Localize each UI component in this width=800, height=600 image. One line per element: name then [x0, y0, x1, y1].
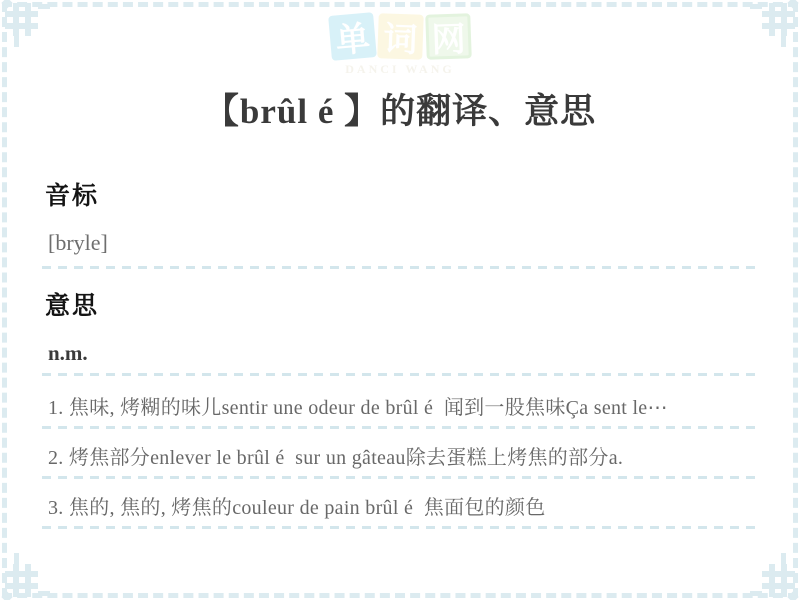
corner-knot-ornament: [0, 552, 50, 600]
separator: [42, 476, 758, 479]
logo-block-wang: 网: [425, 13, 472, 60]
logo-blocks: [330, 14, 471, 59]
separator: [42, 426, 758, 429]
site-logo[interactable]: [0, 14, 800, 77]
page-title: 【brûl é 】的翻译、意思: [203, 92, 597, 131]
phonetic-value: [bryle]: [48, 230, 108, 255]
separator: [42, 373, 758, 376]
phonetic-section-heading: 音标: [45, 183, 100, 210]
part-of-speech-label: n.m.: [48, 341, 88, 365]
meaning-item-2: 2. 烤焦部分enlever le brûl é sur un gâteau除去蛋糕上烤焦的部分a.: [48, 447, 624, 469]
separator: [42, 526, 758, 529]
corner-knot-ornament: [750, 552, 800, 600]
logo-subtitle: DANCI WANG: [345, 62, 455, 76]
meaning-item-3: 3. 焦的, 焦的, 烤焦的couleur de pain brûl é 焦面包的颜色: [48, 497, 546, 519]
meaning-item-1: 1. 焦味, 烤糊的味儿sentir une odeur de brûl é 闻到一股焦味Ça sent le⋯: [48, 397, 668, 419]
logo-block-ci: 词: [377, 13, 424, 60]
meaning-section-heading: 意思: [45, 293, 100, 320]
logo-block-dan: 单: [328, 12, 377, 61]
separator: [42, 266, 758, 269]
